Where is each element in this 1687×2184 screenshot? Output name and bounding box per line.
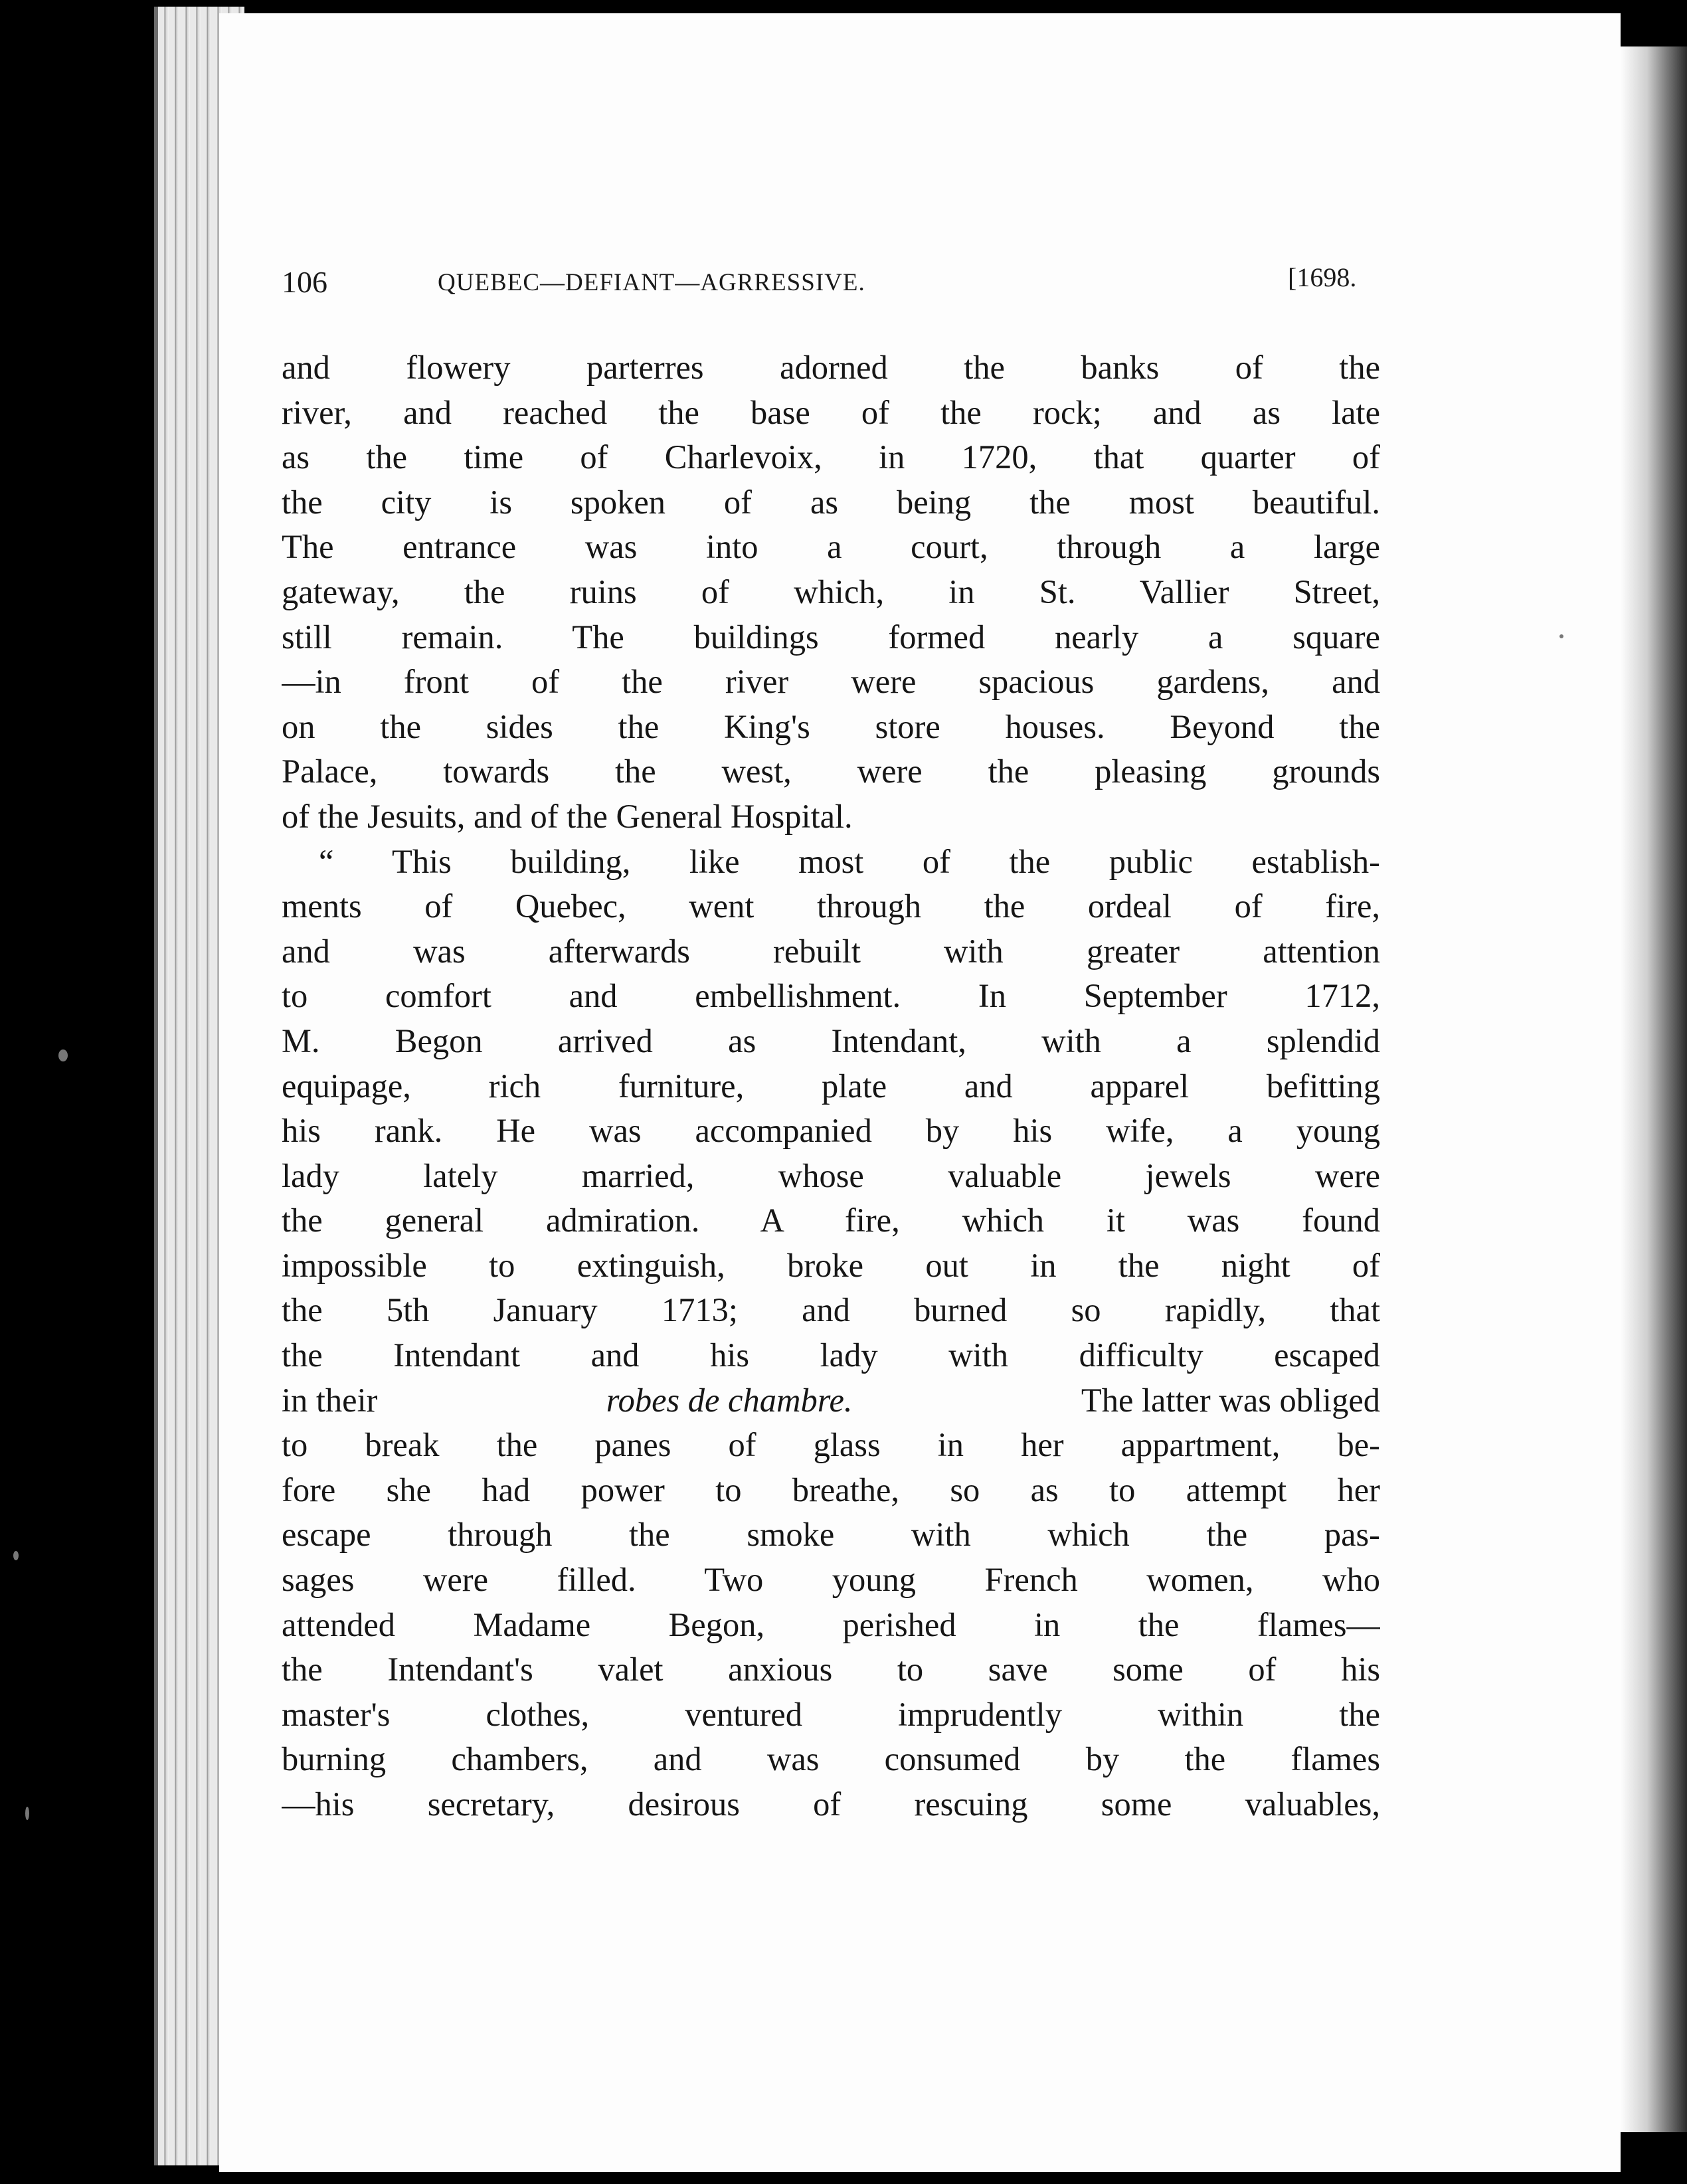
text-line: —his secretary, desirous of rescuing some valuables, — [282, 1785, 1380, 1823]
running-title: QUEBEC—DEFIANT—AGRRESSIVE. — [438, 269, 865, 296]
text-line: the Intendant and his lady with difficulty escaped — [282, 1336, 1380, 1374]
text-line: to break the panes of glass in her appartment, be- — [282, 1426, 1380, 1464]
text-line: his rank. He was accompanied by his wife, a young — [282, 1112, 1380, 1150]
book-right-edge — [1621, 46, 1687, 2132]
text-line: the Intendant's valet anxious to save some of his — [282, 1651, 1380, 1688]
scan-speck — [1559, 634, 1563, 638]
text-fragment: The latter was obliged — [1081, 1381, 1380, 1419]
header-year: [1698. — [1288, 262, 1357, 292]
text-line: —in front of the river were spacious gardens, and — [282, 663, 1380, 701]
text-line-mixed — [282, 1378, 1380, 1423]
body-text — [282, 345, 1380, 1827]
scan-speck — [13, 1551, 19, 1560]
text-line: and flowery parterres adorned the banks of the — [282, 349, 1380, 386]
text-line: still remain. The buildings formed nearly a square — [282, 618, 1380, 656]
text-line: Palace, towards the west, were the pleasing grounds — [282, 753, 1380, 790]
text-line: sages were filled. Two young French women, who — [282, 1561, 1380, 1599]
text-line: the general admiration. A fire, which it was found — [282, 1202, 1380, 1239]
text-line: “ This building, like most of the public establish- — [319, 842, 1380, 880]
text-line: equipage, rich furniture, plate and apparel befitting — [282, 1067, 1380, 1105]
text-line: lady lately married, whose valuable jewels were — [282, 1156, 1380, 1194]
text-line: master's clothes, ventured imprudently within the — [282, 1695, 1380, 1733]
text-line: M. Begon arrived as Intendant, with a splendid — [282, 1022, 1380, 1059]
text-fragment: in their — [282, 1381, 378, 1419]
text-line: The entrance was into a court, through a large — [282, 528, 1380, 566]
italic-phrase: robes de chambre. — [606, 1381, 853, 1419]
text-line: ments of Quebec, went through the ordeal of fire, — [282, 887, 1380, 925]
text-line: the city is spoken of as being the most beautiful. — [282, 483, 1380, 521]
text-line: and was afterwards rebuilt with greater attention — [282, 932, 1380, 970]
text-line: fore she had power to breathe, so as to attempt her — [282, 1471, 1380, 1508]
text-line: gateway, the ruins of which, in St. Vallier Street, — [282, 573, 1380, 610]
text-line: river, and reached the base of the rock; and as late — [282, 393, 1380, 431]
running-header — [282, 264, 1411, 304]
scan-speck — [58, 1049, 68, 1061]
page-number: 106 — [282, 265, 327, 299]
text-line: of the Jesuits, and of the General Hospital. — [282, 797, 853, 835]
text-line: to comfort and embellishment. In September 1712, — [282, 977, 1380, 1015]
text-line: impossible to extinguish, broke out in the night of — [282, 1246, 1380, 1284]
text-line: burning chambers, and was consumed by the flames — [282, 1740, 1380, 1778]
text-line: the 5th January 1713; and burned so rapidly, that — [282, 1291, 1380, 1329]
text-line: attended Madame Begon, perished in the flames— — [282, 1605, 1380, 1643]
text-line: escape through the smoke with which the pas- — [282, 1516, 1380, 1554]
text-line: on the sides the King's store houses. Beyond the — [282, 707, 1380, 745]
text-line: as the time of Charlevoix, in 1720, that quarter of — [282, 438, 1380, 476]
scan-speck — [25, 1807, 29, 1820]
